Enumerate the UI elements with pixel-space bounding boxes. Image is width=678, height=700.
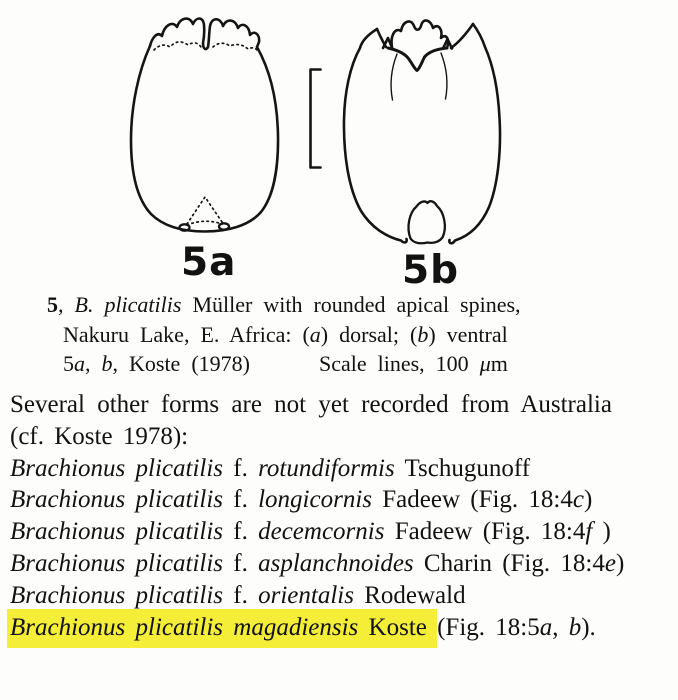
text-run: ).	[581, 613, 596, 641]
text-run: Brachionus plicatilis	[10, 581, 224, 609]
body-line	[10, 389, 674, 421]
text-run: longicornis	[258, 486, 373, 514]
text-run: f	[585, 518, 593, 546]
text-run: B. plicatilis	[74, 292, 182, 317]
text-run: ,	[58, 292, 75, 317]
text-run: Koste	[358, 609, 427, 648]
figure-label-5a: 5a	[181, 240, 237, 285]
species-line-rotundiformis	[10, 453, 674, 485]
text-run: )	[615, 549, 625, 577]
text-run: a	[309, 321, 321, 347]
text-run: ,	[552, 613, 569, 641]
text-run: )	[584, 486, 593, 514]
body-text	[10, 389, 674, 643]
text-run: Brachionus plicatilis	[10, 549, 224, 577]
text-run: f.	[223, 549, 259, 577]
text-run: Brachionus plicatilis	[10, 454, 224, 482]
text-run: Nakuru Lake, E. Africa: (	[63, 321, 310, 347]
text-run	[427, 609, 437, 648]
species-line-decemcornis	[10, 516, 674, 548]
text-run: 5	[47, 292, 58, 317]
text-run: asplanchnoides	[258, 549, 414, 577]
text-run: e	[604, 549, 616, 577]
caption-source	[63, 351, 250, 376]
text-run: b	[568, 613, 582, 641]
figure-drawings	[0, 0, 678, 290]
species-line-longicornis	[10, 484, 674, 516]
body-line	[10, 421, 674, 453]
text-run: Brachionus plicatilis magadiensis	[7, 609, 358, 648]
text-run: 5	[63, 351, 74, 376]
text-run: Müller with rounded apical spines,	[181, 292, 521, 317]
scale-bar	[311, 70, 321, 168]
text-run: ,	[85, 351, 102, 376]
text-run: a	[74, 351, 85, 376]
caption-line-3	[47, 349, 647, 379]
species-line-magadiensis-highlighted	[10, 612, 674, 644]
text-run: Fadeew (Fig. 18:4	[372, 486, 573, 514]
text-run: b	[101, 351, 113, 376]
figure-caption	[47, 290, 647, 379]
text-run: rotundiformis	[258, 454, 395, 482]
caption-line-2	[47, 320, 647, 350]
text-run: f.	[223, 581, 259, 609]
caption-line-1	[47, 290, 647, 320]
text-run: (cf. Koste 1978):	[10, 422, 189, 450]
text-run: , Koste (1978)	[112, 351, 250, 376]
species-line-asplanchnoides	[10, 548, 674, 580]
text-run: a	[539, 613, 553, 641]
rotifer-drawing-5b-ventral	[344, 20, 500, 243]
text-run: Tschugunoff	[394, 454, 531, 482]
species-line-orientalis	[10, 580, 674, 612]
text-run: c	[572, 486, 584, 514]
text-run: Charin (Fig. 18:4	[413, 549, 605, 577]
text-run: Fadeew (Fig. 18:4	[384, 518, 586, 546]
text-run: f.	[223, 454, 259, 482]
text-run: Rodewald	[353, 581, 466, 609]
text-run: Brachionus plicatilis	[10, 518, 224, 546]
text-run: ) ventral	[428, 321, 508, 347]
text-run: b	[417, 321, 429, 347]
text-run: (Fig. 18:5	[437, 613, 540, 641]
text-run: ) dorsal; (	[320, 321, 418, 347]
text-run: orientalis	[258, 581, 354, 609]
figure-label-5b: 5b	[402, 248, 460, 293]
scale-note	[319, 351, 508, 376]
text-run: Brachionus plicatilis	[10, 486, 224, 514]
text-run: Several other forms are not yet recorded from Australia	[10, 391, 612, 418]
text-run: f.	[223, 486, 259, 514]
text-run: f.	[223, 518, 259, 546]
text-run: μ	[479, 351, 491, 376]
text-run: decemcornis	[258, 518, 385, 546]
text-run: )	[592, 518, 611, 546]
rotifer-drawing-5a-dorsal	[131, 19, 278, 232]
text-run: Scale lines, 100	[318, 351, 480, 376]
text-run: m	[490, 351, 508, 376]
